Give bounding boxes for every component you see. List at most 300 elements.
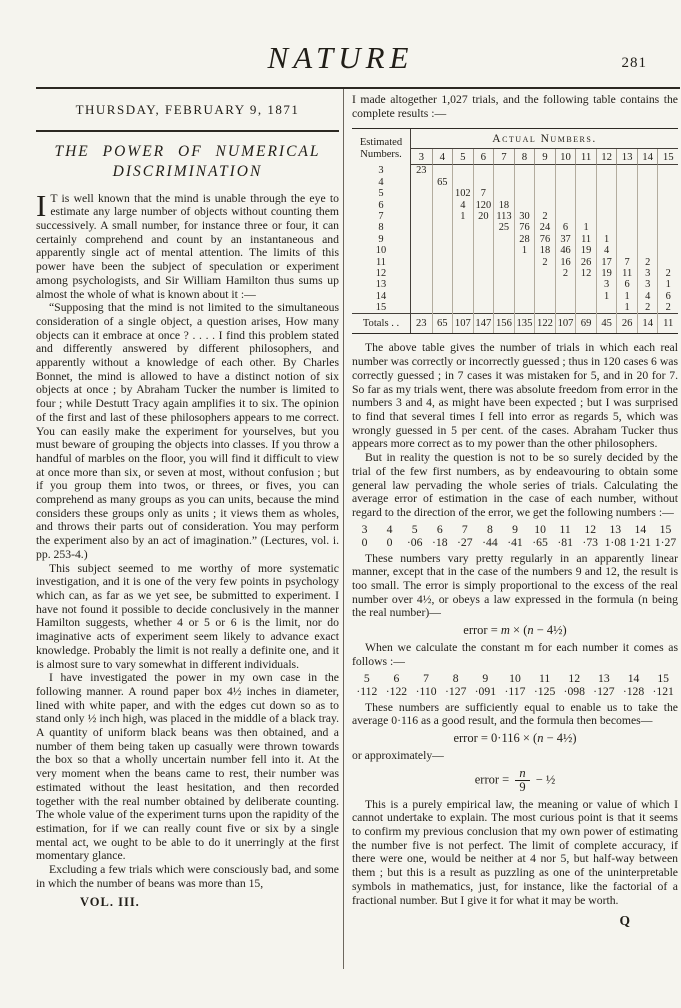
table-cell: [657, 200, 678, 211]
journal-masthead: NATURE: [267, 40, 414, 75]
table-cell: [473, 268, 494, 279]
average-error-series: [352, 523, 678, 550]
table-row-header-label: [352, 129, 411, 165]
table-cell: 3: [596, 279, 617, 290]
table-cell: [534, 188, 555, 199]
table-cell: [432, 165, 453, 176]
formula1-mid: × (: [509, 623, 528, 638]
series-item: 11: [559, 522, 571, 536]
table-cell: 2: [534, 257, 555, 268]
fraction-numerator: n: [515, 767, 529, 781]
table-row-label: 8: [352, 222, 411, 233]
table-cell: 17: [596, 257, 617, 268]
table-row: [352, 188, 678, 199]
table-cell: [534, 291, 555, 302]
table-cell: [432, 268, 453, 279]
paragraph-constant-m: When we calculate the constant m for each number it comes as follows :—: [352, 641, 678, 668]
table-cell: [452, 177, 473, 188]
table-cell: 1: [657, 279, 678, 290]
table-cell: [473, 177, 494, 188]
table-cell: [514, 177, 535, 188]
table-cell: [534, 200, 555, 211]
table-cell: [637, 245, 658, 256]
table-cell: 16: [555, 257, 576, 268]
table-cell: [411, 234, 432, 245]
volume-footer: VOL. III.: [80, 895, 140, 910]
table-cell: [555, 291, 576, 302]
table-cell: 2: [637, 257, 658, 268]
table-cell: [432, 234, 453, 245]
table-cell: [616, 177, 637, 188]
paragraph-systematic: This subject seemed to me worthy of more systematic investigation, and it is one of the very few points in psychology which can, as far as we yet see, be submitted to experiment. I have not found it possible to decide conclusively in the manner Hamilton suggests, whether 4 or 5 or 6 is the limit, nor do imaginative acts of experiment seem likely to advance exact knowledge. Probably the limit is not really a definite one, and it is almost sure to vary somewhat in different individuals.: [36, 561, 339, 671]
table-cell: [514, 268, 535, 279]
table-row: [352, 279, 678, 290]
table-row-cells: [411, 177, 678, 188]
series-item: ·44: [482, 536, 498, 550]
series-item: 14: [634, 522, 647, 536]
table-cell: [575, 302, 596, 313]
table-cell: [575, 211, 596, 222]
table-cell: [473, 234, 494, 245]
paragraph-empirical-law: This is a purely empirical law, the meaning or value of which I cannot undertake to explain. The most curious point is that it seems to confirm my previous conclusion that my own power of estimating the number five is not perfect. The limit of complete accuracy, if there were one, would be neither at 4 nor 5, but half-way between them ; but this is a result as puzzling as one of the uninterpretable symbols in mathematics, just, for instance, like the factorial of a fractional number. But I give it for what it may be worth.: [352, 797, 678, 907]
table-row: [352, 165, 678, 176]
table-col-header: 6: [473, 149, 494, 165]
article-title-line1: THE POWER OF NUMERICAL: [54, 142, 321, 160]
table-cell: [616, 188, 637, 199]
table-cell: [411, 222, 432, 233]
table-cell: [555, 188, 576, 199]
table-row-label: 7: [352, 211, 411, 222]
totals-cell: 45: [596, 314, 617, 333]
table-cell: 120: [473, 200, 494, 211]
table-cell: [473, 245, 494, 256]
table-cell: [514, 165, 535, 176]
right-column: [352, 93, 678, 929]
table-cell: [534, 165, 555, 176]
table-cell: 19: [575, 245, 596, 256]
table-row: [352, 245, 678, 256]
table-cell: 4: [452, 200, 473, 211]
table-cell: [555, 200, 576, 211]
table-col-header: 4: [432, 149, 453, 165]
table-cell: 3: [637, 279, 658, 290]
table-row-cells: [411, 165, 678, 176]
series-item: ·117: [504, 685, 526, 699]
table-row-cells: [411, 234, 678, 245]
table-cell: [534, 302, 555, 313]
series-item: ·112: [356, 685, 378, 699]
table-cell: [616, 165, 637, 176]
signature-mark: Q: [619, 913, 630, 929]
table-cell: [473, 302, 494, 313]
page-number: 281: [621, 55, 647, 71]
fraction: [515, 767, 529, 794]
constant-m-series: [352, 672, 678, 699]
table-row-label: 4: [352, 177, 411, 188]
table-cell: [555, 165, 576, 176]
table-cell: [452, 245, 473, 256]
results-table: [352, 128, 678, 334]
series-item: 11: [539, 671, 551, 685]
formula3-prefix: error =: [474, 772, 513, 787]
series-item: 10: [534, 522, 546, 536]
table-cell: 1: [616, 291, 637, 302]
table-row-cells: [411, 245, 678, 256]
totals-cell: 135: [514, 314, 535, 333]
table-cell: [514, 188, 535, 199]
table-row-cells: [411, 302, 678, 313]
series-item: ·18: [431, 536, 448, 550]
totals-cell: 26: [616, 314, 637, 333]
table-cell: [637, 200, 658, 211]
series-item: 12: [584, 522, 597, 536]
table-cell: [493, 177, 514, 188]
table-cell: 25: [493, 222, 514, 233]
table-cell: 7: [616, 257, 637, 268]
formula1-var-m: m: [500, 623, 510, 638]
table-cell: 26: [575, 257, 596, 268]
table-row: [352, 302, 678, 313]
table-cell: [432, 302, 453, 313]
table-row: [352, 291, 678, 302]
series1-labels: [352, 523, 678, 537]
table-col-header: 12: [596, 149, 617, 165]
table-col-header: 5: [452, 149, 473, 165]
table-row-cells: [411, 222, 678, 233]
table-cell: 1: [575, 222, 596, 233]
series2-labels: [352, 672, 678, 686]
paragraph-table-discussion: The above table gives the number of trials in which each real number was correctly or incorrectly guessed ; thus in 120 cases 6 was correctly guessed ; in 7 cases it was mistaken for 5, and in 20 for 7. So far as my trials went, there was absolute freedom from error in the numbers 3 and 4, as might have been expected ; but I was surprised to find that several times I fell into error as regards 5, which was wrongly guessed in 5 per cent. of the cases. Abraham Tucker thus appears more correct as to my power than the other philosophers.: [352, 341, 678, 451]
table-cell: [575, 291, 596, 302]
table-cell: [616, 234, 637, 245]
table-cell: [657, 165, 678, 176]
table-cell: [411, 211, 432, 222]
table-row-label: 5: [352, 188, 411, 199]
table-cell: [411, 177, 432, 188]
series-item: 9: [482, 671, 489, 685]
table-cell: [432, 257, 453, 268]
table-cell: 6: [555, 222, 576, 233]
table-cell: [596, 302, 617, 313]
table-cell: [452, 302, 473, 313]
table-cell: [473, 222, 494, 233]
table-cell: [411, 188, 432, 199]
formula-error-m: [352, 623, 678, 638]
article-title: [36, 142, 339, 182]
table-cell: [473, 279, 494, 290]
table-col-header: 11: [575, 149, 596, 165]
table-cell: [411, 200, 432, 211]
table-cell: [616, 200, 637, 211]
table-col-header: 7: [493, 149, 514, 165]
table-cell: [555, 279, 576, 290]
series-item: 12: [568, 671, 581, 685]
table-cell: [534, 268, 555, 279]
table-row: [352, 222, 678, 233]
table-cell: [432, 291, 453, 302]
table-cell: [575, 188, 596, 199]
table-row-cells: [411, 200, 678, 211]
table-cell: 1: [452, 211, 473, 222]
table-cell: [555, 302, 576, 313]
table-totals-row: [352, 313, 678, 333]
table-row: [352, 234, 678, 245]
series-item: ·127: [593, 685, 615, 699]
table-row: [352, 200, 678, 211]
table-cell: 1: [596, 291, 617, 302]
series-item: ·110: [415, 685, 437, 699]
series-item: ·128: [622, 685, 645, 699]
table-cell: [452, 268, 473, 279]
series-item: ·73: [582, 536, 599, 550]
series-item: ·091: [474, 685, 497, 699]
series-item: 3: [361, 522, 368, 536]
table-cell: [432, 211, 453, 222]
table-cell: 11: [616, 268, 637, 279]
table-cell: 30: [514, 211, 535, 222]
table-cell: 7: [473, 188, 494, 199]
table-cell: [596, 222, 617, 233]
table-cell: [575, 165, 596, 176]
table-cell: 24: [534, 222, 555, 233]
series-item: 13: [609, 522, 622, 536]
table-cell: [555, 211, 576, 222]
table-cell: 2: [657, 302, 678, 313]
table-cell: [637, 211, 658, 222]
table-cell: 102: [452, 188, 473, 199]
table-header-right: [411, 129, 678, 165]
series-item: 10: [509, 671, 521, 685]
table-cell: [596, 188, 617, 199]
table-cell: [411, 279, 432, 290]
table-cell: [596, 177, 617, 188]
table-cell: [657, 177, 678, 188]
formula2-post: − 4½): [543, 730, 577, 745]
table-cell: 12: [575, 268, 596, 279]
table-cell: 4: [637, 291, 658, 302]
table-row: [352, 211, 678, 222]
table-cell: [432, 222, 453, 233]
table-cell: [411, 245, 432, 256]
series-item: 8: [452, 671, 459, 685]
table-col-header: 9: [534, 149, 555, 165]
formula-error-0116: [352, 731, 678, 746]
series-item: ·125: [533, 685, 556, 699]
series-item: ·27: [457, 536, 473, 550]
table-cell: 23: [416, 165, 427, 177]
dropcap: I: [36, 187, 47, 223]
table-row-label: 3: [352, 165, 411, 176]
table-row-label: 14: [352, 291, 411, 302]
series-item: 6: [436, 522, 443, 536]
table-col-header: 15: [657, 149, 678, 165]
table-cell: [616, 211, 637, 222]
table-cell: 2: [555, 268, 576, 279]
table-row-label: 11: [352, 257, 411, 268]
series-item: ·098: [563, 685, 585, 699]
table-row-label: 15: [352, 302, 411, 313]
table-cell: [493, 245, 514, 256]
series-item: 8: [486, 522, 493, 536]
table-row: [352, 177, 678, 188]
paragraph-intro-text: T is well known that the mind is unable through the eye to estimate any large number of objects without counting them successively. A small number, for instance three or four, it can certainly comprehend and count by an instantaneous and apparently single act of mental attention. The limits of this power have been the subject of speculation or experiment among psychologists, and Sir William Hamilton thus sums up almost the whole of what is known about it :—: [36, 191, 339, 301]
table-cell: [657, 257, 678, 268]
table-cell: 76: [534, 234, 555, 245]
table-cell: [637, 188, 658, 199]
series-item: ·65: [532, 536, 548, 550]
table-cell: 18: [534, 245, 555, 256]
table-cell: [596, 200, 617, 211]
table-cell: 6: [657, 291, 678, 302]
table-cell: [452, 234, 473, 245]
table-cell: [432, 245, 453, 256]
series-item: 0: [361, 536, 368, 550]
table-row: [352, 268, 678, 279]
table-row-cells: [411, 291, 678, 302]
table-col-header: 13: [616, 149, 637, 165]
series-item: ·81: [557, 536, 573, 550]
table-row-cells: [411, 268, 678, 279]
table-row: [352, 257, 678, 268]
table-cell: [514, 302, 535, 313]
series-item: 14: [627, 671, 640, 685]
table-cell: [514, 279, 535, 290]
series-item: ·41: [507, 536, 523, 550]
issue-date-heading: THURSDAY, FEBRUARY 9, 1871: [75, 102, 300, 117]
series-item: 4: [386, 522, 393, 536]
table-cell: [493, 257, 514, 268]
table-cell: 11: [575, 234, 596, 245]
paragraph-method: I have investigated the power in my own case in the following manner. A round paper box 4½ inches in diameter, lined with white paper, and with the edges cut down so as to stand only ½ inch high, was placed in the middle of a black tray. A quantity of uniform black beans was then obtained, and a number of them being taken up casually were thrown towards the box so that a wholly uncertain number fell into it. At the very moment when the beans came to rest, their number was estimated without the least hesitation, and then recorded together with the real number obtained by deliberate counting. The whole value of the experiment turns upon the rapidity of the estimation, for if we can really count five or six by a single mental act, we ought to be able to do it unerringly at the first momentary glance.: [36, 671, 339, 863]
series-item: 5: [411, 522, 418, 536]
table-column-group-label: Actual Numbers.: [411, 129, 678, 149]
table-cell: [596, 211, 617, 222]
table-header: [352, 129, 678, 165]
table-cell: [575, 279, 596, 290]
series-item: 15: [657, 671, 670, 685]
date-rule: [36, 130, 339, 132]
paragraph-average-result: These numbers are sufficiently equal to enable us to take the average 0·116 as a good result, and the formula then becomes—: [352, 700, 678, 728]
totals-cell: 107: [555, 314, 576, 333]
table-row-label: 10: [352, 245, 411, 256]
table-cell: [616, 245, 637, 256]
article-title-line2: DISCRIMINATION: [112, 162, 263, 180]
table-cell: [575, 200, 596, 211]
table-cell: [411, 268, 432, 279]
table-cell: [657, 245, 678, 256]
table-cell: [432, 279, 453, 290]
series-item: ·127: [445, 685, 467, 699]
table-row-cells: [411, 279, 678, 290]
series-item: ·121: [652, 685, 674, 699]
paragraph-approximately: or approximately—: [352, 748, 444, 762]
table-cell: 2: [534, 211, 555, 222]
table-cell: 65: [432, 177, 453, 188]
table-cell: 3: [637, 268, 658, 279]
totals-label: Totals . .: [352, 314, 411, 333]
formula3-suffix: − ½: [532, 772, 556, 787]
series-item: 1·21: [629, 536, 652, 550]
table-cell: [411, 302, 432, 313]
series-item: 13: [598, 671, 610, 685]
table-column-headers: [411, 149, 678, 165]
totals-cell: 23: [415, 318, 427, 330]
totals-cell: 11: [657, 314, 678, 333]
series1-values: [352, 536, 678, 550]
table-cell: [452, 257, 473, 268]
table-cell: 1: [514, 245, 535, 256]
table-cell: [555, 177, 576, 188]
table-cell: [493, 291, 514, 302]
table-cell: [493, 279, 514, 290]
paragraph-intro: [36, 187, 339, 302]
column-divider: [343, 89, 344, 969]
table-cell: 18: [493, 200, 514, 211]
table-cell: 1: [616, 302, 637, 313]
totals-cell: 122: [534, 314, 555, 333]
table-col-header: 10: [555, 149, 576, 165]
table-cell: [637, 165, 658, 176]
table-cell: [657, 234, 678, 245]
series-item: ·06: [406, 536, 423, 550]
table-cell: 1: [596, 234, 617, 245]
table-cell: [493, 234, 514, 245]
header-rule: [36, 87, 680, 89]
table-cell: [473, 165, 494, 176]
table-cell: [514, 291, 535, 302]
table-cell: [493, 165, 514, 176]
table-row-label: 9: [352, 234, 411, 245]
table-body: [352, 165, 678, 313]
table-cell: [493, 188, 514, 199]
table-cell: [493, 268, 514, 279]
series-item: 7: [461, 522, 468, 536]
table-cell: [411, 291, 432, 302]
table-col-header: 3: [411, 149, 432, 165]
formula1-var-n: n: [527, 623, 534, 638]
table-cell: 19: [596, 268, 617, 279]
table-cell: [514, 200, 535, 211]
totals-cells: [411, 314, 678, 333]
paragraph-hamilton-quote: “Supposing that the mind is not limited to the simultaneous consideration of a single object, a question arises, How many objects can it embrace at once ? . . . . I find this problem stated and differently answered by different philosophers, and apparently without a knowledge of each other. By Charles Bonnet, the mind is allowed to have a distinct notion of six objects at once ; by Abraham Tucker the number is limited to four ; while Destutt Tracy again amplifies it to six. The opinion of the first and last of these philosophers appears to me correct. You can easily make the experiment for yourselves, but you must beware of grouping the objects into classes. If you throw a handful of marbles on the floor, you will find it difficult to view at once more than six, or seven at most, without confusion ; but if you group them into twos, or threes, or fives, you can comprehend as many groups as you can units, because the mind considers these groups only as units ; it views them as wholes, and throws their parts out of consideration. You may perform the experiment also by an act of imagination.” (Lectures, vol. i. pp. 253-4.): [36, 301, 339, 561]
totals-cell: 69: [575, 314, 596, 333]
table-cell: [473, 291, 494, 302]
totals-cell: 14: [637, 314, 658, 333]
table-cell: [657, 188, 678, 199]
table-row-label: 12: [352, 268, 411, 279]
fraction-denominator: 9: [519, 779, 526, 794]
table-col-header: 8: [514, 149, 535, 165]
table-cell: [432, 188, 453, 199]
formula2-pre: error = 0·116 × (: [453, 730, 538, 745]
table-row-cells: [411, 211, 678, 222]
table-cell: 20: [473, 211, 494, 222]
series-item: 15: [659, 522, 672, 536]
table-cell: 28: [514, 234, 535, 245]
table-row-cells: [411, 257, 678, 268]
table-cell: 37: [555, 234, 576, 245]
left-column: [36, 94, 339, 910]
series-item: 1·08: [604, 536, 627, 550]
series-item: ·122: [385, 685, 408, 699]
formula-fraction: [352, 767, 678, 794]
table-cell: 46: [555, 245, 576, 256]
table-row-label: 13: [352, 279, 411, 290]
table-cell: 4: [596, 245, 617, 256]
table-row-cells: [411, 188, 678, 199]
row-header-line2: Numbers.: [360, 149, 402, 161]
series-item: 7: [423, 671, 429, 685]
